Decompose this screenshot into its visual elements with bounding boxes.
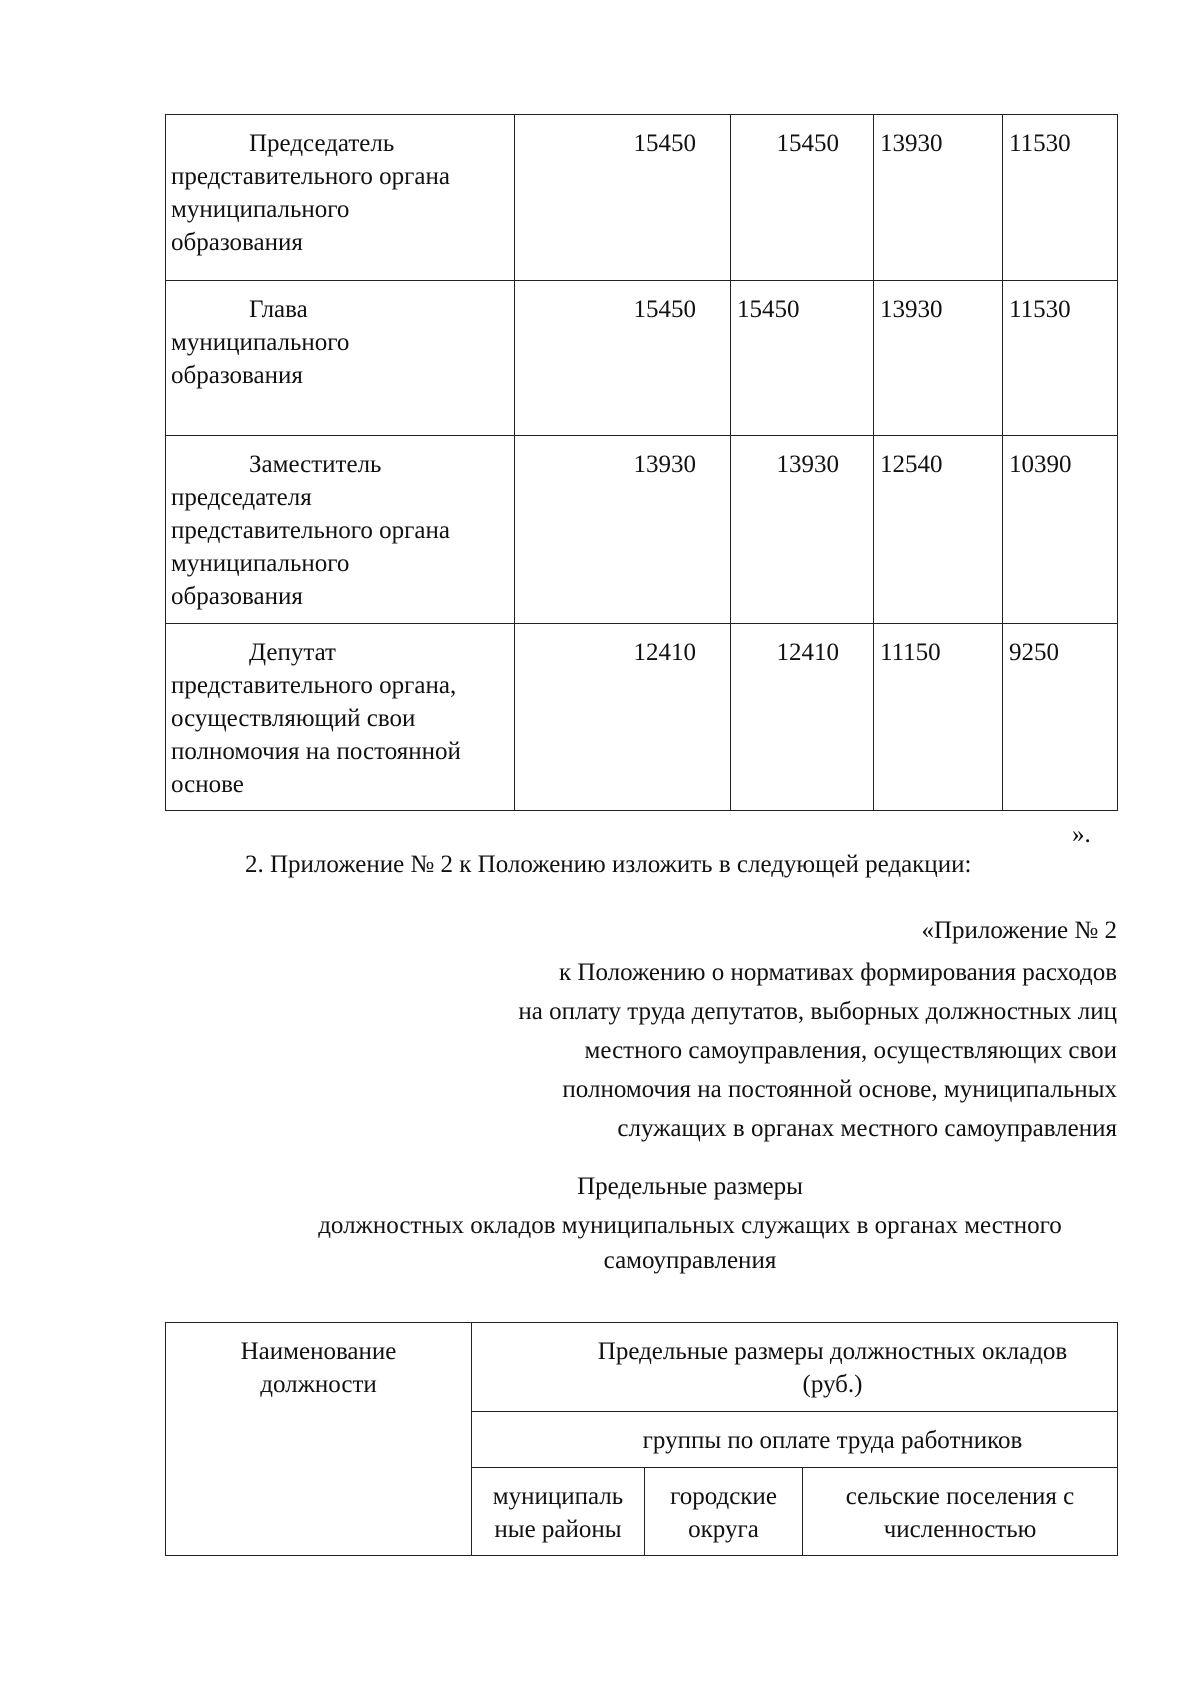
- position-name-line: осуществляющий свои: [171, 705, 416, 732]
- title-line: самоуправления: [603, 1247, 777, 1274]
- header-line: численностью: [883, 1516, 1037, 1543]
- position-name-line: образования: [171, 229, 303, 256]
- position-name-line: муниципального: [171, 550, 350, 577]
- position-name-first: Заместитель: [249, 451, 382, 478]
- amendment-paragraph: 2. Приложение № 2 к Положению изложить в следующей редакции:: [245, 851, 972, 878]
- position-name-line: образования: [171, 583, 303, 610]
- position-name-header: [166, 1323, 472, 1556]
- salary-cell: 12410: [731, 624, 874, 811]
- position-name-cell: [166, 115, 515, 281]
- appendix-line: на оплату труда депутатов, выборных должностных лиц: [518, 998, 1117, 1025]
- subheader-rural-settlements: [803, 1468, 1118, 1556]
- header-line: городские: [670, 1483, 777, 1510]
- header-line: Наименование: [240, 1338, 397, 1365]
- salary-table-elected: [165, 114, 1118, 811]
- closing-quote: ».: [1072, 821, 1091, 848]
- salary-limits-table: [165, 1322, 1118, 1556]
- salary-cell: 15450: [515, 281, 731, 436]
- salary-cell: 10390: [1003, 436, 1118, 624]
- subheader-city-districts: [645, 1468, 803, 1556]
- position-name-cell: [166, 281, 515, 436]
- title-line: должностных окладов муниципальных служащих в органах местного: [318, 1212, 1062, 1239]
- salary-cell: 11150: [874, 624, 1003, 811]
- table-row: [166, 281, 1118, 436]
- groups-header: группы по оплате труда работников: [472, 1412, 1118, 1468]
- position-name-first: Председатель: [249, 130, 395, 157]
- salary-cell: 15450: [515, 115, 731, 281]
- limits-header: [472, 1323, 1118, 1412]
- position-name-line: председателя: [171, 484, 312, 511]
- position-name-line: представительного органа: [171, 517, 450, 544]
- table-row: [166, 1323, 1118, 1412]
- position-name-first: Глава: [249, 296, 308, 323]
- salary-cell: 11530: [1003, 281, 1118, 436]
- salary-cell: 15450: [731, 281, 874, 436]
- salary-cell: 13930: [874, 281, 1003, 436]
- appendix-line: служащих в органах местного самоуправления: [617, 1115, 1117, 1142]
- header-line: округа: [688, 1516, 759, 1543]
- header-line: сельские поселения с: [845, 1483, 1075, 1510]
- position-name-first: Депутат: [249, 639, 336, 666]
- position-name-line: полномочия на постоянной: [171, 738, 461, 765]
- table-row: [166, 624, 1118, 811]
- position-name-cell: [166, 436, 515, 624]
- title-line: Предельные размеры: [577, 1173, 803, 1200]
- header-line: (руб.): [802, 1371, 863, 1398]
- position-name-line: образования: [171, 362, 303, 389]
- document-title: [165, 1170, 1200, 1277]
- position-name-line: основе: [171, 771, 244, 798]
- position-name-line: представительного органа,: [171, 672, 457, 699]
- position-name-line: муниципального: [171, 196, 350, 223]
- header-line: должности: [260, 1371, 377, 1398]
- position-name-line: представительного органа: [171, 163, 450, 190]
- table-row: [166, 436, 1118, 624]
- appendix-header: [317, 914, 1117, 1145]
- position-name-line: муниципального: [171, 329, 350, 356]
- salary-cell: 9250: [1003, 624, 1118, 811]
- salary-cell: 15450: [731, 115, 874, 281]
- position-name-cell: [166, 624, 515, 811]
- salary-cell: 12410: [515, 624, 731, 811]
- subheader-municipal-districts: [472, 1468, 645, 1556]
- appendix-line: к Положению о нормативах формирования расходов: [559, 959, 1117, 986]
- header-line: Предельные размеры должностных окладов: [597, 1338, 1068, 1365]
- table-row: [166, 115, 1118, 281]
- salary-cell: 13930: [731, 436, 874, 624]
- salary-cell: 13930: [515, 436, 731, 624]
- appendix-line: «Приложение № 2: [921, 917, 1117, 944]
- salary-cell: 12540: [874, 436, 1003, 624]
- salary-cell: 11530: [1003, 115, 1118, 281]
- header-line: ные районы: [494, 1516, 622, 1543]
- appendix-line: полномочия на постоянной основе, муниципальных: [562, 1076, 1117, 1103]
- appendix-line: местного самоуправления, осуществляющих свои: [584, 1037, 1117, 1064]
- header-line: муниципаль: [492, 1483, 624, 1510]
- salary-cell: 13930: [874, 115, 1003, 281]
